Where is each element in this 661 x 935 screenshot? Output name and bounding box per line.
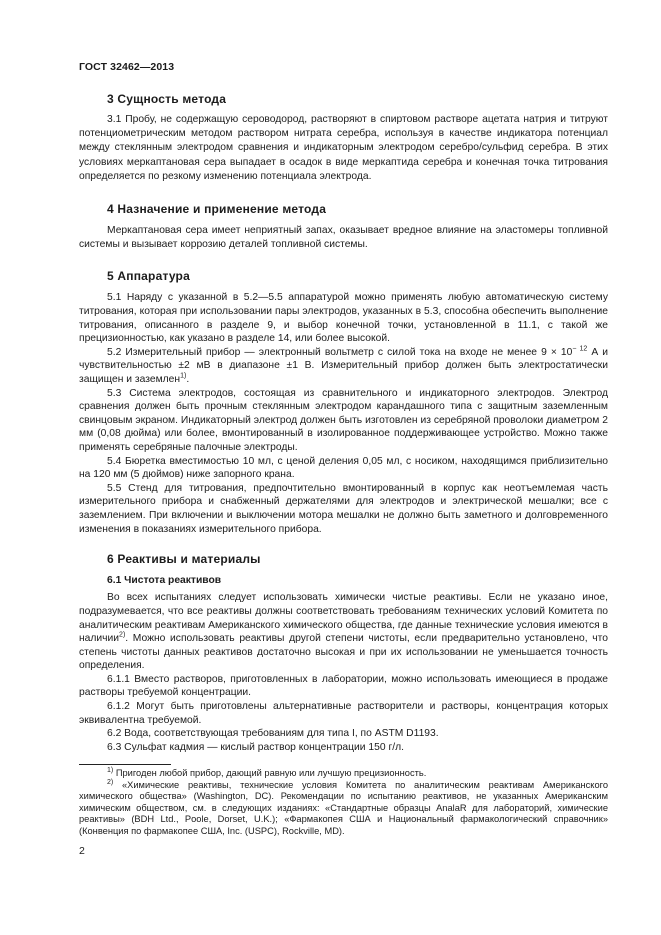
- footnotes: [79, 768, 608, 838]
- footnote-1-mark: 1): [107, 766, 114, 774]
- section-4-title: 4 Назначение и применение метода: [107, 202, 327, 217]
- section-5-title: 5 Аппаратура: [107, 269, 190, 284]
- footnote-2-mark: 2): [107, 778, 114, 786]
- footnote-1: $^{1)}$ Пригоден любой прибор, дающий равную или лучшую прецизионность.: [107, 766, 427, 778]
- section-3-title: 3 Сущность метода: [107, 92, 227, 106]
- footnote-ref-1: 1): [180, 372, 187, 380]
- footnote-2: $^{2)}$ «Химические реактивы, технические условия Комитета по аналитическим реактивам Американского химического общества» (Washington, DC). Рекомендации по испытанию реактивов, не указанных Американским химическим обществом, см. в следующих изданиях: «Стандартные образцы AnalaR для лабораторий, химические реактивы» (BDH Ltd., Poole, Dorset, U.K.); «Фармакопея США и Национальный фармакологический справочник» (Конвенция по фармакопее США, Inc. (USPC), Rockville, MD).: [79, 778, 608, 836]
- paragraph-6-3: 6.3 Сульфат кадмия — кислый раствор концентрации 150 г/л.: [107, 741, 404, 753]
- section-6-title: 6 Реактивы и материалы: [107, 552, 261, 567]
- exponent: − 12: [572, 345, 588, 353]
- document-header: ГОСТ 32462—2013: [79, 61, 175, 73]
- paragraph-5-3: 5.3 Система электродов, состоящая из сравнительного и индикаторного электродов. Электрод сравнения должен быть прочным стеклянным электродом карандашного типа с защитным заземленным свинцовым экраном. Индикаторный электрод должен быть изготовлен из серебряной проволоки диаметром 2 мм (0,08 дюйма) или более, вмонтированный в изолированное поддерживающее устройство. Можно также применять серебряные палочные электроды.: [79, 387, 608, 453]
- paragraph-6-1: Во всех испытаниях следует использовать химически чистые реактивы. Если не указано иное, подразумевается, что все реактивы должны соответствовать требованиям технических условий Комитета по аналитическим реактивам Американского химического общества, где данные технические условия имеются в наличии$^{2)}$. Можно использовать реактивы другой степени чистоты, если предварительно установлено, что степень чистоты данных реактивов достаточно высокая и при их использовании не уменьшается точность определения.: [79, 592, 608, 672]
- paragraph-5-2: 5.2 Измерительный прибор — электронный вольтметр с силой тока на входе не менее $9 \times 10^{- 12}$ А и чувствительностью ±2 мВ в диапазоне ±1 В. Измерительный прибор должен быть электростатически защищен и заземлен$^{1)}$.: [79, 345, 609, 385]
- footnote-divider: [79, 764, 171, 765]
- paragraph-6-2: 6.2 Вода, соответствующая требованиям для типа I, по ASTM D1193.: [107, 728, 439, 740]
- paragraph-5-4: 5.4 Бюретка вместимостью 10 мл, с ценой деления 0,05 мл, с носиком, находящимся приблизительно на 120 мм (5 дюймов) ниже запорного крана.: [79, 455, 608, 481]
- subsection-6-1-title: 6.1 Чистота реактивов: [107, 575, 222, 587]
- paragraph-4: Меркаптановая сера имеет неприятный запах, оказывает вредное влияние на эластомеры топливной системы и вызывает коррозию деталей топливной системы.: [79, 225, 608, 251]
- paragraph-5-5: 5.5 Стенд для титрования, предпочтительно вмонтированный в корпус как неотъемлемая часть измерительного прибора и снабженный держателями для электродов и электрической мешалки; все с заземлением. При включении и выключении мотора мешалки не должно быть заметного и долговременного изменения в показаниях измерительного прибора.: [79, 482, 608, 535]
- paragraph-3-1: 3.1 Пробу, не содержащую сероводород, растворяют в спиртовом растворе ацетата натрия и титруют потенциометрическим методом раствором нитрата серебра, используя в качестве индикатора потенциал между стеклянным электродом сравнения и индикаторным электродом серебро/сульфид серебра. В этих условиях меркаптановая сера выпадает в осадок в виде меркаптида серебра и конечная точка титрования определяется по резкому изменению потенциала электрода.: [79, 114, 608, 182]
- document-body: [79, 92, 608, 754]
- page-number: 2: [79, 845, 85, 857]
- paragraph-6-1-2: 6.1.2 Могут быть приготовлены альтернативные растворители и растворы, концентрация которых эквивалентна требуемой.: [79, 701, 608, 726]
- footnote-ref-2: 2): [119, 631, 126, 639]
- paragraph-6-1-1: 6.1.1 Вместо растворов, приготовленных в лаборатории, можно использовать имеющиеся в продаже растворы требуемой концентрации.: [79, 673, 608, 699]
- paragraph-5-1: 5.1 Наряду с указанной в 5.2—5.5 аппаратурой можно применять любую автоматическую систему титрования, которая при использовании пары электродов, указанных в 5.3, способна обеспечить выполнение титрования, описанного в разделе 9, и выбор конечной точки, установленной в 11.1, с такой же прецизионностью, как указано в разделе 14, или более высокой.: [79, 292, 608, 345]
